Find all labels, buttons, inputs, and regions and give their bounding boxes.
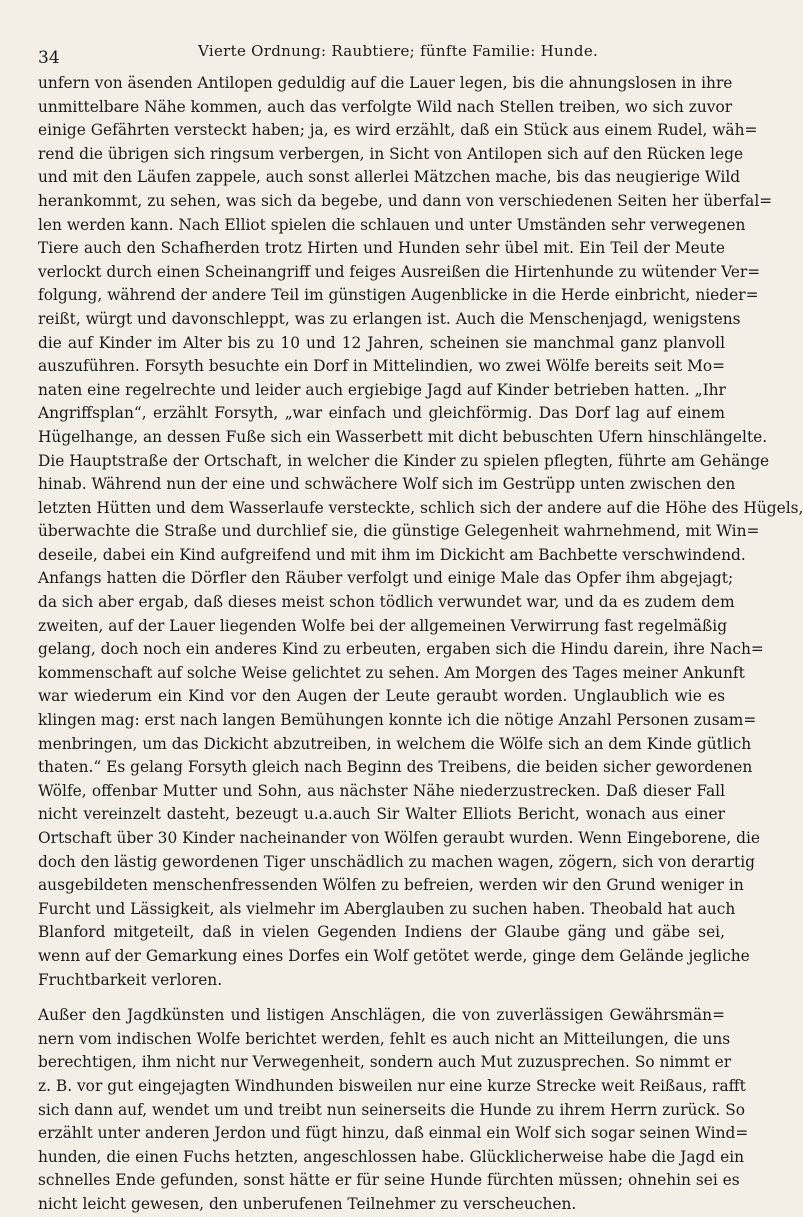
text-line: erzählt unter anderen Jerdon und fügt hinzu, daß einmal ein Wolf sich sogar seinen Wind= [38,1124,749,1143]
text-line: len werden kann. Nach Elliot spielen die schlauen und unter Umständen sehr verwegenen [38,215,746,234]
text-line: Tiere auch den Schafherden trotz Hirten und Hunden sehr übel mit. Ein Teil der Meute [38,239,725,258]
text-line: menbringen, um das Dickicht abzutreiben, in welchem die Wölfe sich an dem Kinde gütlich [38,734,752,753]
text-line: deseile, dabei ein Kind aufgreifend und mit ihm im Dickicht am Bachbette verschwindend. [38,545,746,564]
text-line: schnelles Ende gefunden, sonst hätte er für seine Hunde fürchten müssen; ohnehin sei es [38,1171,740,1190]
text-line: Außer den Jagdkünsten und listigen Anschlägen, die von zuverlässigen Gewährsmän= [38,1006,725,1025]
text-line: nern vom indischen Wolfe berichtet werden, fehlt es auch nicht an Mitteilungen, die uns [38,1029,731,1048]
text-line: gelang, doch noch ein anderes Kind zu erbeuten, ergaben sich die Hindu darein, ihre Nach= [38,640,764,659]
text-line: hunden, die einen Fuchs hetzten, angeschlossen habe. Glücklicherweise habe die Jagd ein [38,1147,745,1166]
text-line: nicht vereinzelt dasteht, bezeugt u.a.auch Sir Walter Elliots Bericht, wonach aus einer [38,805,725,824]
text-line: überwachte die Straße und durchlief sie, die günstige Gelegenheit wahrnehmend, mit Win= [38,522,760,541]
text-line: naten eine regelrechte und leider auch ergiebige Jagd auf Kinder betrieben hatten. „Ihr [38,380,726,399]
text-line: einige Gefährten versteckt haben; ja, es wird erzählt, daß ein Stück aus einem Rudel, wäh= [38,121,758,140]
text-line: doch den lästig gewordenen Tiger unschädlich zu machen wagen, zögern, sich von derartig [38,852,755,871]
text-line: rend die übrigen sich ringsum verbergen, in Sicht von Antilopen sich auf den Rücken lege [38,144,744,163]
text-line: die auf Kinder im Alter bis zu 10 und 12 Jahren, scheinen sie manchmal ganz planvoll [38,333,725,352]
text-line: folgung, während der andere Teil im günstigen Augenblicke in die Herde einbricht, nieder= [38,286,759,305]
text-line: sich dann auf, wendet um und treibt nun seinerseits die Hunde zu ihrem Herrn zurück. So [38,1100,745,1119]
text-line: klingen mag: erst nach langen Bemühungen konnte ich die nötige Anzahl Personen zusam= [38,711,757,730]
text-line: kommenschaft auf solche Weise gelichtet zu sehen. Am Morgen des Tages meiner Ankunft [38,663,745,682]
text-line: unfern von äsenden Antilopen geduldig auf die Lauer legen, bis die ahnungslosen in ihre [38,74,733,92]
text-line: Wölfe, offenbar Mutter und Sohn, aus nächster Nähe niederzustrecken. Daß dieser Fall [38,781,725,800]
text-line: hinab. Während nun der eine und schwächere Wolf sich im Gestrüpp unten zwischen den [38,475,736,494]
text-line: wenn auf der Gemarkung eines Dorfes ein Wolf getötet werde, ginge dem Gelände jegliche [38,946,750,965]
text-line: Hügelhange, an dessen Fuße sich ein Wasserbett mit dicht bebuschten Ufern hinschlängelte. [38,427,768,446]
text-line: Angriffsplan“, erzählt Forsyth, „war einfach und gleichförmig. Das Dorf lag auf einem [38,404,725,423]
text-line: war wiederum ein Kind vor den Augen der Leute geraubt worden. Unglaublich wie es [38,687,725,706]
text-line: berechtigen, ihm nicht nur Verwegenheit, sondern auch Mut zuzusprechen. So nimmt er [38,1053,732,1072]
body-paragraph [38,72,803,992]
text-line: herankommt, zu sehen, was sich da begebe, und dann von verschiedenen Seiten her überfal= [38,191,773,210]
text-line: Anfangs hatten die Dörfler den Räuber verfolgt und einige Male das Opfer ihm abgejagt; [38,569,734,588]
text-line: da sich aber ergab, daß dieses meist schon tödlich verwundet war, und da es zudem dem [38,593,735,612]
text-line: Fruchtbarkeit verloren. [38,970,223,989]
text-line: auszuführen. Forsyth besuchte ein Dorf in Mittelindien, wo zwei Wölfe bereits seit Mo= [38,357,725,376]
text-line: und mit den Läufen zappele, auch sonst allerlei Mätzchen mache, bis das neugierige Wild [38,168,741,187]
text-line: thaten.“ Es gelang Forsyth gleich nach Beginn des Treibens, die beiden sicher gewordenen [38,758,753,777]
text-line: verlockt durch einen Scheinangriff und feiges Ausreißen die Hirtenhunde zu wütender Ver= [38,262,761,281]
text-line: Die Hauptstraße der Ortschaft, in welcher die Kinder zu spielen pflegten, führte am Gehänge [38,451,770,470]
page-header [38,40,725,66]
text-line: Blanford mitgeteilt, daß in vielen Gegenden Indiens der Glaube gäng und gäbe sei, [38,923,725,942]
text-line: ausgebildeten menschenfressenden Wölfen zu befreien, werden wir den Grund weniger in [38,876,744,895]
text-line: unmittelbare Nähe kommen, auch das verfolgte Wild nach Stellen treiben, wo sich zuvor [38,97,733,116]
text-line: Ortschaft über 30 Kinder nacheinander von Wölfen geraubt wurden. Wenn Eingeborene, die [38,829,760,847]
running-head: Vierte Ordnung: Raubtiere; fünfte Familie: Hunde. [198,42,599,60]
text-line: Furcht und Lässigkeit, als vielmehr im Aberglauben zu suchen haben. Theobald hat auch [38,899,736,918]
text-line: reißt, würgt und davonschleppt, was zu erlangen ist. Auch die Menschenjagd, wenigstens [38,309,741,328]
body-paragraph [38,1004,749,1216]
page-number: 34 [38,48,60,68]
text-line: zweiten, auf der Lauer liegenden Wolfe bei der allgemeinen Verwirrung fast regelmäßig [38,616,728,635]
text-line: letzten Hütten und dem Wasserlaufe versteckte, schlich sich der andere auf die Höhe des Hügels, [38,498,803,517]
text-line: z. B. vor gut eingejagten Windhunden bisweilen nur eine kurze Strecke weit Reißaus, rafft [38,1076,746,1095]
text-line: nicht leicht gewesen, den unberufenen Teilnehmer zu verscheuchen. [38,1194,577,1213]
